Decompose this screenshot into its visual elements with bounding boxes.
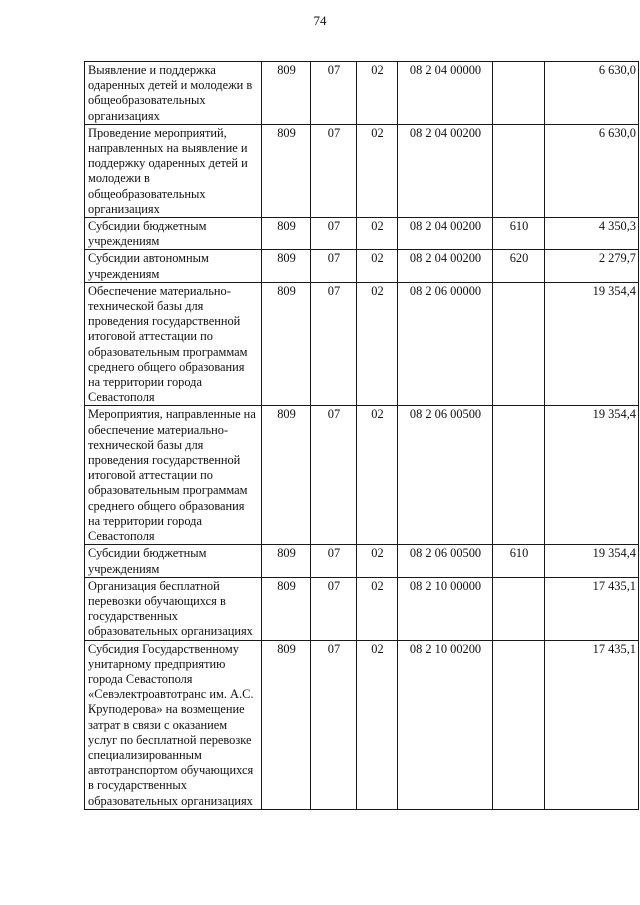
amount-cell: 19 354,4 [545, 282, 639, 406]
table-row [85, 62, 639, 125]
amount-cell: 19 354,4 [545, 406, 639, 545]
target-article-cell: 08 2 06 00500 [398, 545, 493, 577]
subsection-code-cell: 02 [357, 282, 398, 406]
target-article-cell: 08 2 04 00200 [398, 250, 493, 282]
expense-name-cell: Субсидии автономным учреждениям [85, 250, 262, 282]
section-code-cell: 07 [311, 282, 357, 406]
budget-table [84, 61, 639, 810]
table-row [85, 545, 639, 577]
subsection-code-cell: 02 [357, 124, 398, 217]
expense-type-cell [493, 62, 545, 125]
department-code-cell: 809 [262, 545, 311, 577]
section-code-cell: 07 [311, 640, 357, 809]
table-row [85, 282, 639, 406]
section-code-cell: 07 [311, 62, 357, 125]
subsection-code-cell: 02 [357, 406, 398, 545]
table-row [85, 577, 639, 640]
table-row [85, 406, 639, 545]
section-code-cell: 07 [311, 577, 357, 640]
expense-type-cell [493, 406, 545, 545]
table-row [85, 124, 639, 217]
amount-cell: 2 279,7 [545, 250, 639, 282]
section-code-cell: 07 [311, 545, 357, 577]
expense-name-cell: Субсидия Государственному унитарному предприятию города Севастополя «Севэлектроавтотранс им. А.С. Круподерова» на возмещение затрат в связи с оказанием услуг по бесплатной перевозке специализированным автотранспортом обучающихся в государственных образовательных организациях [85, 640, 262, 809]
expense-type-cell [493, 577, 545, 640]
subsection-code-cell: 02 [357, 62, 398, 125]
department-code-cell: 809 [262, 218, 311, 250]
target-article-cell: 08 2 04 00000 [398, 62, 493, 125]
subsection-code-cell: 02 [357, 218, 398, 250]
amount-cell: 17 435,1 [545, 640, 639, 809]
amount-cell: 17 435,1 [545, 577, 639, 640]
page-number: 74 [313, 13, 327, 28]
target-article-cell: 08 2 04 00200 [398, 124, 493, 217]
expense-name-cell: Обеспечение материально-технической базы для проведения государственной итоговой аттестации по образовательным программам среднего общего образования на территории города Севастополя [85, 282, 262, 406]
amount-cell: 4 350,3 [545, 218, 639, 250]
table-row [85, 640, 639, 809]
department-code-cell: 809 [262, 124, 311, 217]
expense-type-cell [493, 640, 545, 809]
section-code-cell: 07 [311, 218, 357, 250]
expense-name-cell: Проведение мероприятий, направленных на выявление и поддержку одаренных детей и молодежи в общеобразовательных организациях [85, 124, 262, 217]
amount-cell: 19 354,4 [545, 545, 639, 577]
expense-type-cell: 610 [493, 218, 545, 250]
subsection-code-cell: 02 [357, 640, 398, 809]
expense-name-cell: Выявление и поддержка одаренных детей и молодежи в общеобразовательных организациях [85, 62, 262, 125]
target-article-cell: 08 2 06 00000 [398, 282, 493, 406]
subsection-code-cell: 02 [357, 250, 398, 282]
target-article-cell: 08 2 10 00200 [398, 640, 493, 809]
expense-name-cell: Субсидии бюджетным учреждениям [85, 218, 262, 250]
subsection-code-cell: 02 [357, 577, 398, 640]
expense-name-cell: Мероприятия, направленные на обеспечение материально-технической базы для проведения государственной итоговой аттестации по образовательным программам среднего общего образования на территории города Севастополя [85, 406, 262, 545]
section-code-cell: 07 [311, 124, 357, 217]
expense-type-cell: 620 [493, 250, 545, 282]
subsection-code-cell: 02 [357, 545, 398, 577]
amount-cell: 6 630,0 [545, 124, 639, 217]
expense-type-cell: 610 [493, 545, 545, 577]
expense-type-cell [493, 124, 545, 217]
department-code-cell: 809 [262, 406, 311, 545]
section-code-cell: 07 [311, 406, 357, 545]
department-code-cell: 809 [262, 62, 311, 125]
expense-name-cell: Организация бесплатной перевозки обучающихся в государственных образовательных организациях [85, 577, 262, 640]
table-row [85, 250, 639, 282]
department-code-cell: 809 [262, 577, 311, 640]
amount-cell: 6 630,0 [545, 62, 639, 125]
target-article-cell: 08 2 06 00500 [398, 406, 493, 545]
department-code-cell: 809 [262, 282, 311, 406]
table-row [85, 218, 639, 250]
expense-name-cell: Субсидии бюджетным учреждениям [85, 545, 262, 577]
department-code-cell: 809 [262, 640, 311, 809]
department-code-cell: 809 [262, 250, 311, 282]
target-article-cell: 08 2 10 00000 [398, 577, 493, 640]
expense-type-cell [493, 282, 545, 406]
target-article-cell: 08 2 04 00200 [398, 218, 493, 250]
section-code-cell: 07 [311, 250, 357, 282]
